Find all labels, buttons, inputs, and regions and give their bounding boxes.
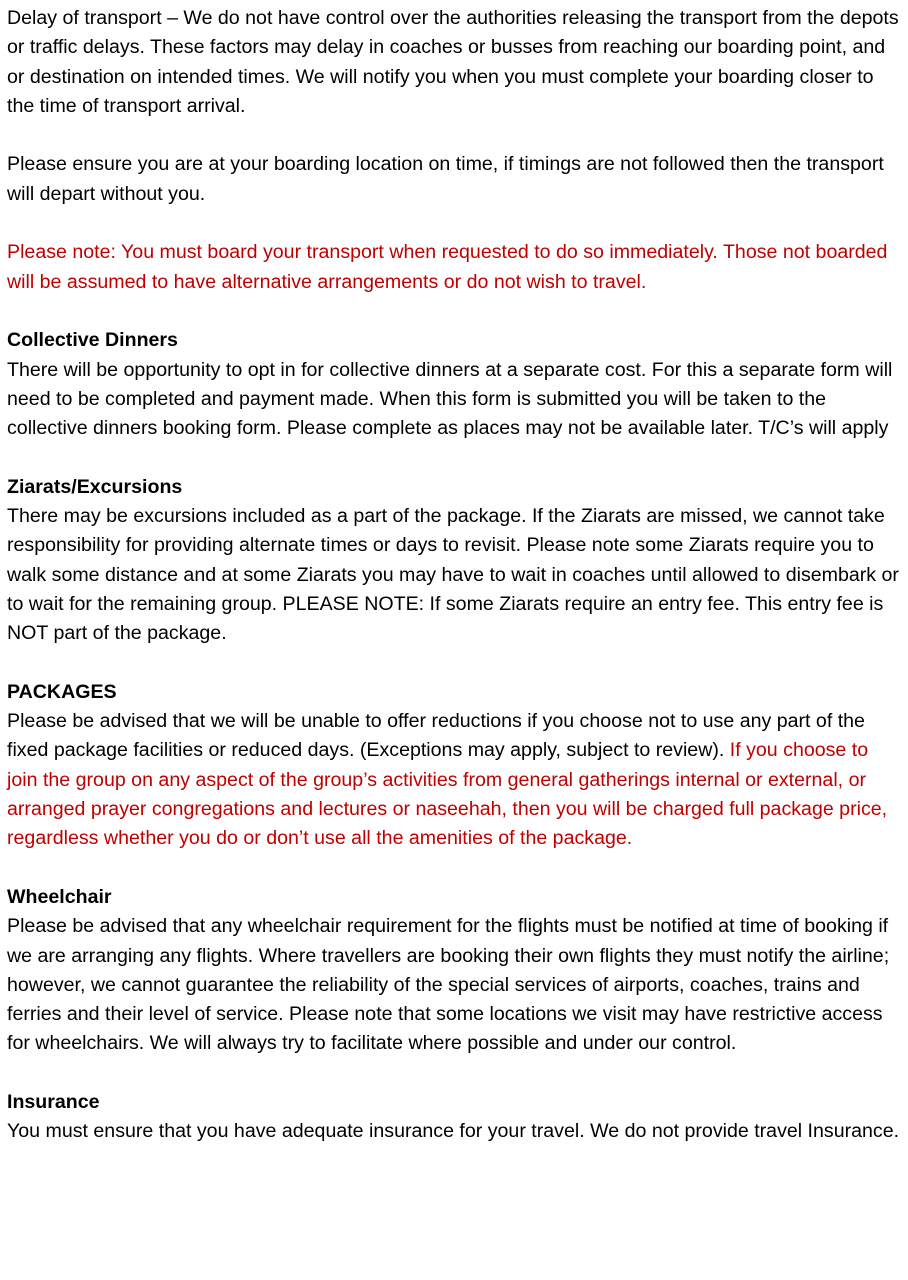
transport-ontime-paragraph: Please ensure you are at your boarding location on time, if timings are not followed then the transport will depart without you. — [7, 153, 884, 205]
spacer — [7, 209, 902, 238]
wheelchair-heading: Wheelchair — [7, 885, 112, 908]
packages-text: Please be advised that we will be unable to offer reductions if you choose not to use any part of the fixed package facilities or reduced days. (Exceptions may apply, subject to review). — [7, 710, 865, 762]
spacer — [7, 649, 902, 678]
spacer — [7, 1059, 902, 1088]
spacer — [7, 297, 902, 326]
packages-paragraph — [7, 707, 902, 853]
spacer — [7, 443, 902, 472]
transport-boarding-note: Please note: You must board your transport when requested to do so immediately. Those not boarded will be assumed to have alternative arrangements or do not wish to travel. — [7, 241, 888, 293]
spacer — [7, 854, 902, 883]
spacer — [7, 121, 902, 150]
insurance-heading: Insurance — [7, 1090, 100, 1113]
transport-delay-paragraph: Delay of transport – We do not have control over the authorities releasing the transport from the depots or traffic delays. These factors may delay in coaches or busses from reaching our boarding point, and or destination on intended times. We will notify you when you must complete your boarding closer to the time of transport arrival. — [7, 7, 899, 117]
wheelchair-paragraph: Please be advised that any wheelchair requirement for the flights must be notified at time of booking if we are arranging any flights. Where travellers are booking their own flights they must notify the airline; however, we cannot guarantee the reliability of the special services of airports, coaches, trains and ferries and their level of service. Please note that some locations we visit may have restrictive access for wheelchairs. We will always try to facilitate where possible and under our control. — [7, 915, 890, 1055]
collective-dinners-heading: Collective Dinners — [7, 329, 178, 352]
collective-dinners-paragraph: There will be opportunity to opt in for collective dinners at a separate cost. For this a separate form will need to be completed and payment made. When this form is submitted you will be taken to the collective dinners booking form. Please complete as places may not be available later. T/C’s will apply — [7, 358, 893, 440]
packages-red-text: If you choose to join the group on any aspect of the group’s activities from general gatherings internal or external, or arranged prayer congregations and lectures or naseehah, then you will be charged full package price, regardless whether you do or don’t use all the amenities of the package. — [7, 739, 888, 850]
ziarats-paragraph: There may be excursions included as a part of the package. If the Ziarats are missed, we cannot take responsibility for providing alternate times or days to revisit. Please note some Ziarats require you to walk some distance and at some Ziarats you may have to wait in coaches until allowed to disembark or to wait for the remaining group. PLEASE NOTE: If some Ziarats require an entry fee. This entry fee is NOT part of the package. — [7, 505, 899, 645]
ziarats-heading: Ziarats/Excursions — [7, 475, 183, 498]
insurance-paragraph: You must ensure that you have adequate insurance for your travel. We do not provide travel Insurance. — [7, 1120, 900, 1143]
packages-heading: PACKAGES — [7, 680, 117, 703]
